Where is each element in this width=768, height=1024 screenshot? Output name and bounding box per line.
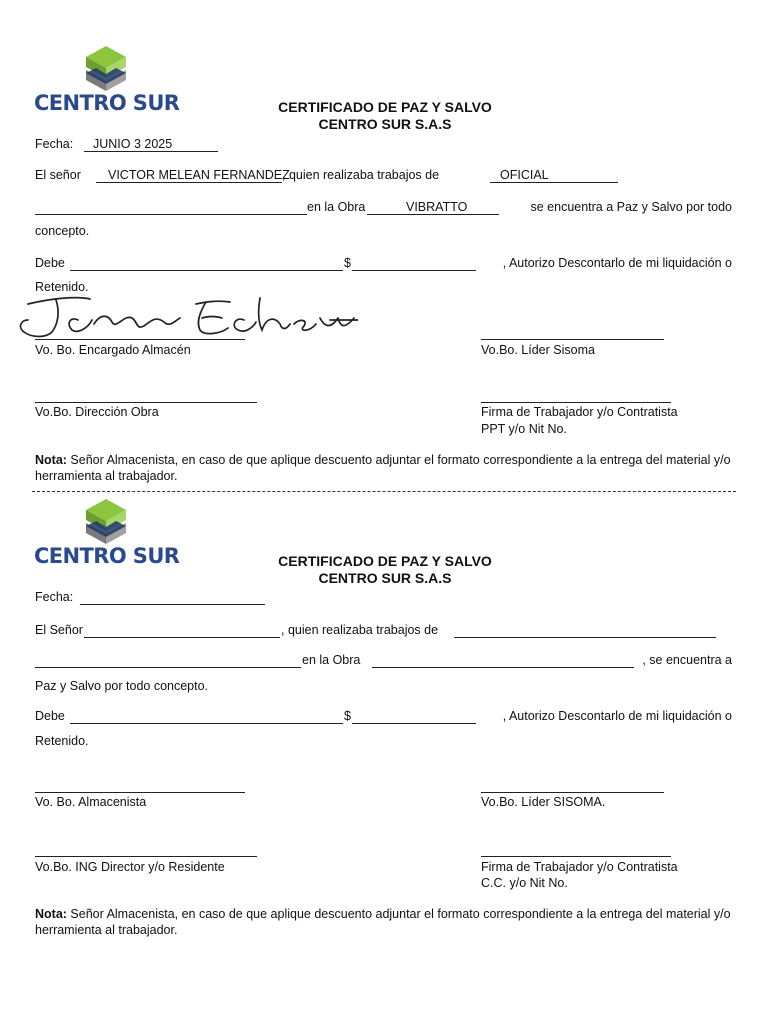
senor-suffix: , quien realizaba trabajos de bbox=[282, 168, 440, 182]
fecha-label: Fecha: bbox=[35, 137, 74, 151]
note-label: Nota: bbox=[35, 453, 67, 467]
cube-logo-icon bbox=[30, 44, 190, 94]
sign-line-2 bbox=[481, 339, 664, 340]
sign-trabajador-id: PPT y/o Nit No. bbox=[481, 422, 567, 436]
debe-dollar: $ bbox=[344, 256, 351, 270]
note-paragraph bbox=[35, 907, 735, 938]
sign-line-1 bbox=[35, 339, 245, 340]
note-text: Señor Almacenista, en caso de que aplique descuento adjuntar el formato correspondiente a la entrega del material y/o herramienta al trabajador. bbox=[35, 907, 731, 937]
monto-line bbox=[352, 270, 476, 271]
handwritten-signature bbox=[8, 290, 358, 342]
concepto-text: concepto. bbox=[35, 224, 90, 238]
senor-label: El señor bbox=[35, 168, 81, 182]
trabajo-line[interactable] bbox=[454, 637, 716, 638]
retenido-text: Retenido. bbox=[35, 734, 89, 748]
logo-text: CENTRO SUR bbox=[34, 544, 180, 568]
sign-line-3 bbox=[35, 402, 257, 403]
senor-value[interactable]: VICTOR MELEAN FERNANDEZ bbox=[108, 168, 290, 182]
fecha-line[interactable] bbox=[80, 604, 265, 605]
obra-suffix: , se encuentra a bbox=[642, 653, 732, 667]
debe-label: Debe bbox=[35, 709, 65, 723]
title-line-2: CENTRO SUR S.A.S bbox=[318, 116, 452, 132]
fecha-label: Fecha: bbox=[35, 590, 74, 604]
trabajo-line bbox=[490, 182, 618, 183]
debe-line bbox=[70, 270, 343, 271]
company-logo bbox=[30, 497, 190, 547]
cut-line bbox=[32, 491, 736, 492]
debe-suffix: , Autorizo Descontarlo de mi liquidación o bbox=[502, 709, 732, 723]
debe-line[interactable] bbox=[70, 723, 343, 724]
blank-line[interactable] bbox=[35, 667, 301, 668]
senor-label: El Señor bbox=[35, 623, 83, 637]
senor-line[interactable] bbox=[84, 637, 280, 638]
senor-suffix: , quien realizaba trabajos de bbox=[281, 623, 439, 637]
sign-line-2 bbox=[481, 792, 664, 793]
obra-prefix: en la Obra bbox=[302, 653, 361, 667]
note-label: Nota: bbox=[35, 907, 67, 921]
obra-value[interactable]: VIBRATTO bbox=[406, 200, 468, 214]
blank-line bbox=[35, 214, 307, 215]
sign-line-4 bbox=[481, 856, 671, 857]
fecha-line bbox=[84, 151, 218, 152]
senor-line bbox=[96, 182, 282, 183]
logo-text: CENTRO SUR bbox=[34, 91, 180, 115]
sign-director-label: Vo.Bo. ING Director y/o Residente bbox=[35, 860, 225, 874]
title-line-2: CENTRO SUR S.A.S bbox=[318, 570, 452, 586]
monto-line[interactable] bbox=[352, 723, 476, 724]
trabajo-value[interactable]: OFICIAL bbox=[500, 168, 549, 182]
sign-line-4 bbox=[481, 402, 671, 403]
debe-dollar: $ bbox=[344, 709, 351, 723]
sign-trabajador-id: C.C. y/o Nit No. bbox=[481, 876, 568, 890]
sign-direccion-label: Vo.Bo. Dirección Obra bbox=[35, 405, 159, 419]
sign-trabajador-label: Firma de Trabajador y/o Contratista bbox=[481, 860, 678, 874]
cube-logo-icon bbox=[30, 497, 190, 547]
note-text: Señor Almacenista, en caso de que aplique descuento adjuntar el formato correspondiente a la entrega del material y/o herramienta al trabajador. bbox=[35, 453, 731, 483]
obra-line bbox=[367, 214, 499, 215]
note-paragraph bbox=[35, 453, 735, 484]
obra-prefix: en la Obra bbox=[307, 200, 366, 214]
concepto-text: Paz y Salvo por todo concepto. bbox=[35, 679, 209, 693]
sign-trabajador-label: Firma de Trabajador y/o Contratista bbox=[481, 405, 678, 419]
title-line-1: CERTIFICADO DE PAZ Y SALVO bbox=[278, 99, 492, 115]
obra-suffix: se encuentra a Paz y Salvo por todo bbox=[530, 200, 732, 214]
certificate-title bbox=[230, 99, 540, 133]
sign-line-1 bbox=[35, 792, 245, 793]
sign-almacen-label: Vo. Bo. Encargado Almacén bbox=[35, 343, 191, 357]
company-logo bbox=[30, 44, 190, 94]
sign-sisoma-label: Vo.Bo. Líder Sisoma bbox=[481, 343, 595, 357]
title-line-1: CERTIFICADO DE PAZ Y SALVO bbox=[278, 553, 492, 569]
sign-almacenista-label: Vo. Bo. Almacenista bbox=[35, 795, 147, 809]
debe-suffix: , Autorizo Descontarlo de mi liquidación o bbox=[502, 256, 732, 270]
retenido-text: Retenido. bbox=[35, 280, 89, 294]
obra-line[interactable] bbox=[372, 667, 634, 668]
sign-sisoma-label: Vo.Bo. Líder SISOMA. bbox=[481, 795, 606, 809]
debe-label: Debe bbox=[35, 256, 65, 270]
sign-line-3 bbox=[35, 856, 257, 857]
certificate-title bbox=[230, 553, 540, 587]
fecha-value[interactable]: JUNIO 3 2025 bbox=[93, 137, 173, 151]
